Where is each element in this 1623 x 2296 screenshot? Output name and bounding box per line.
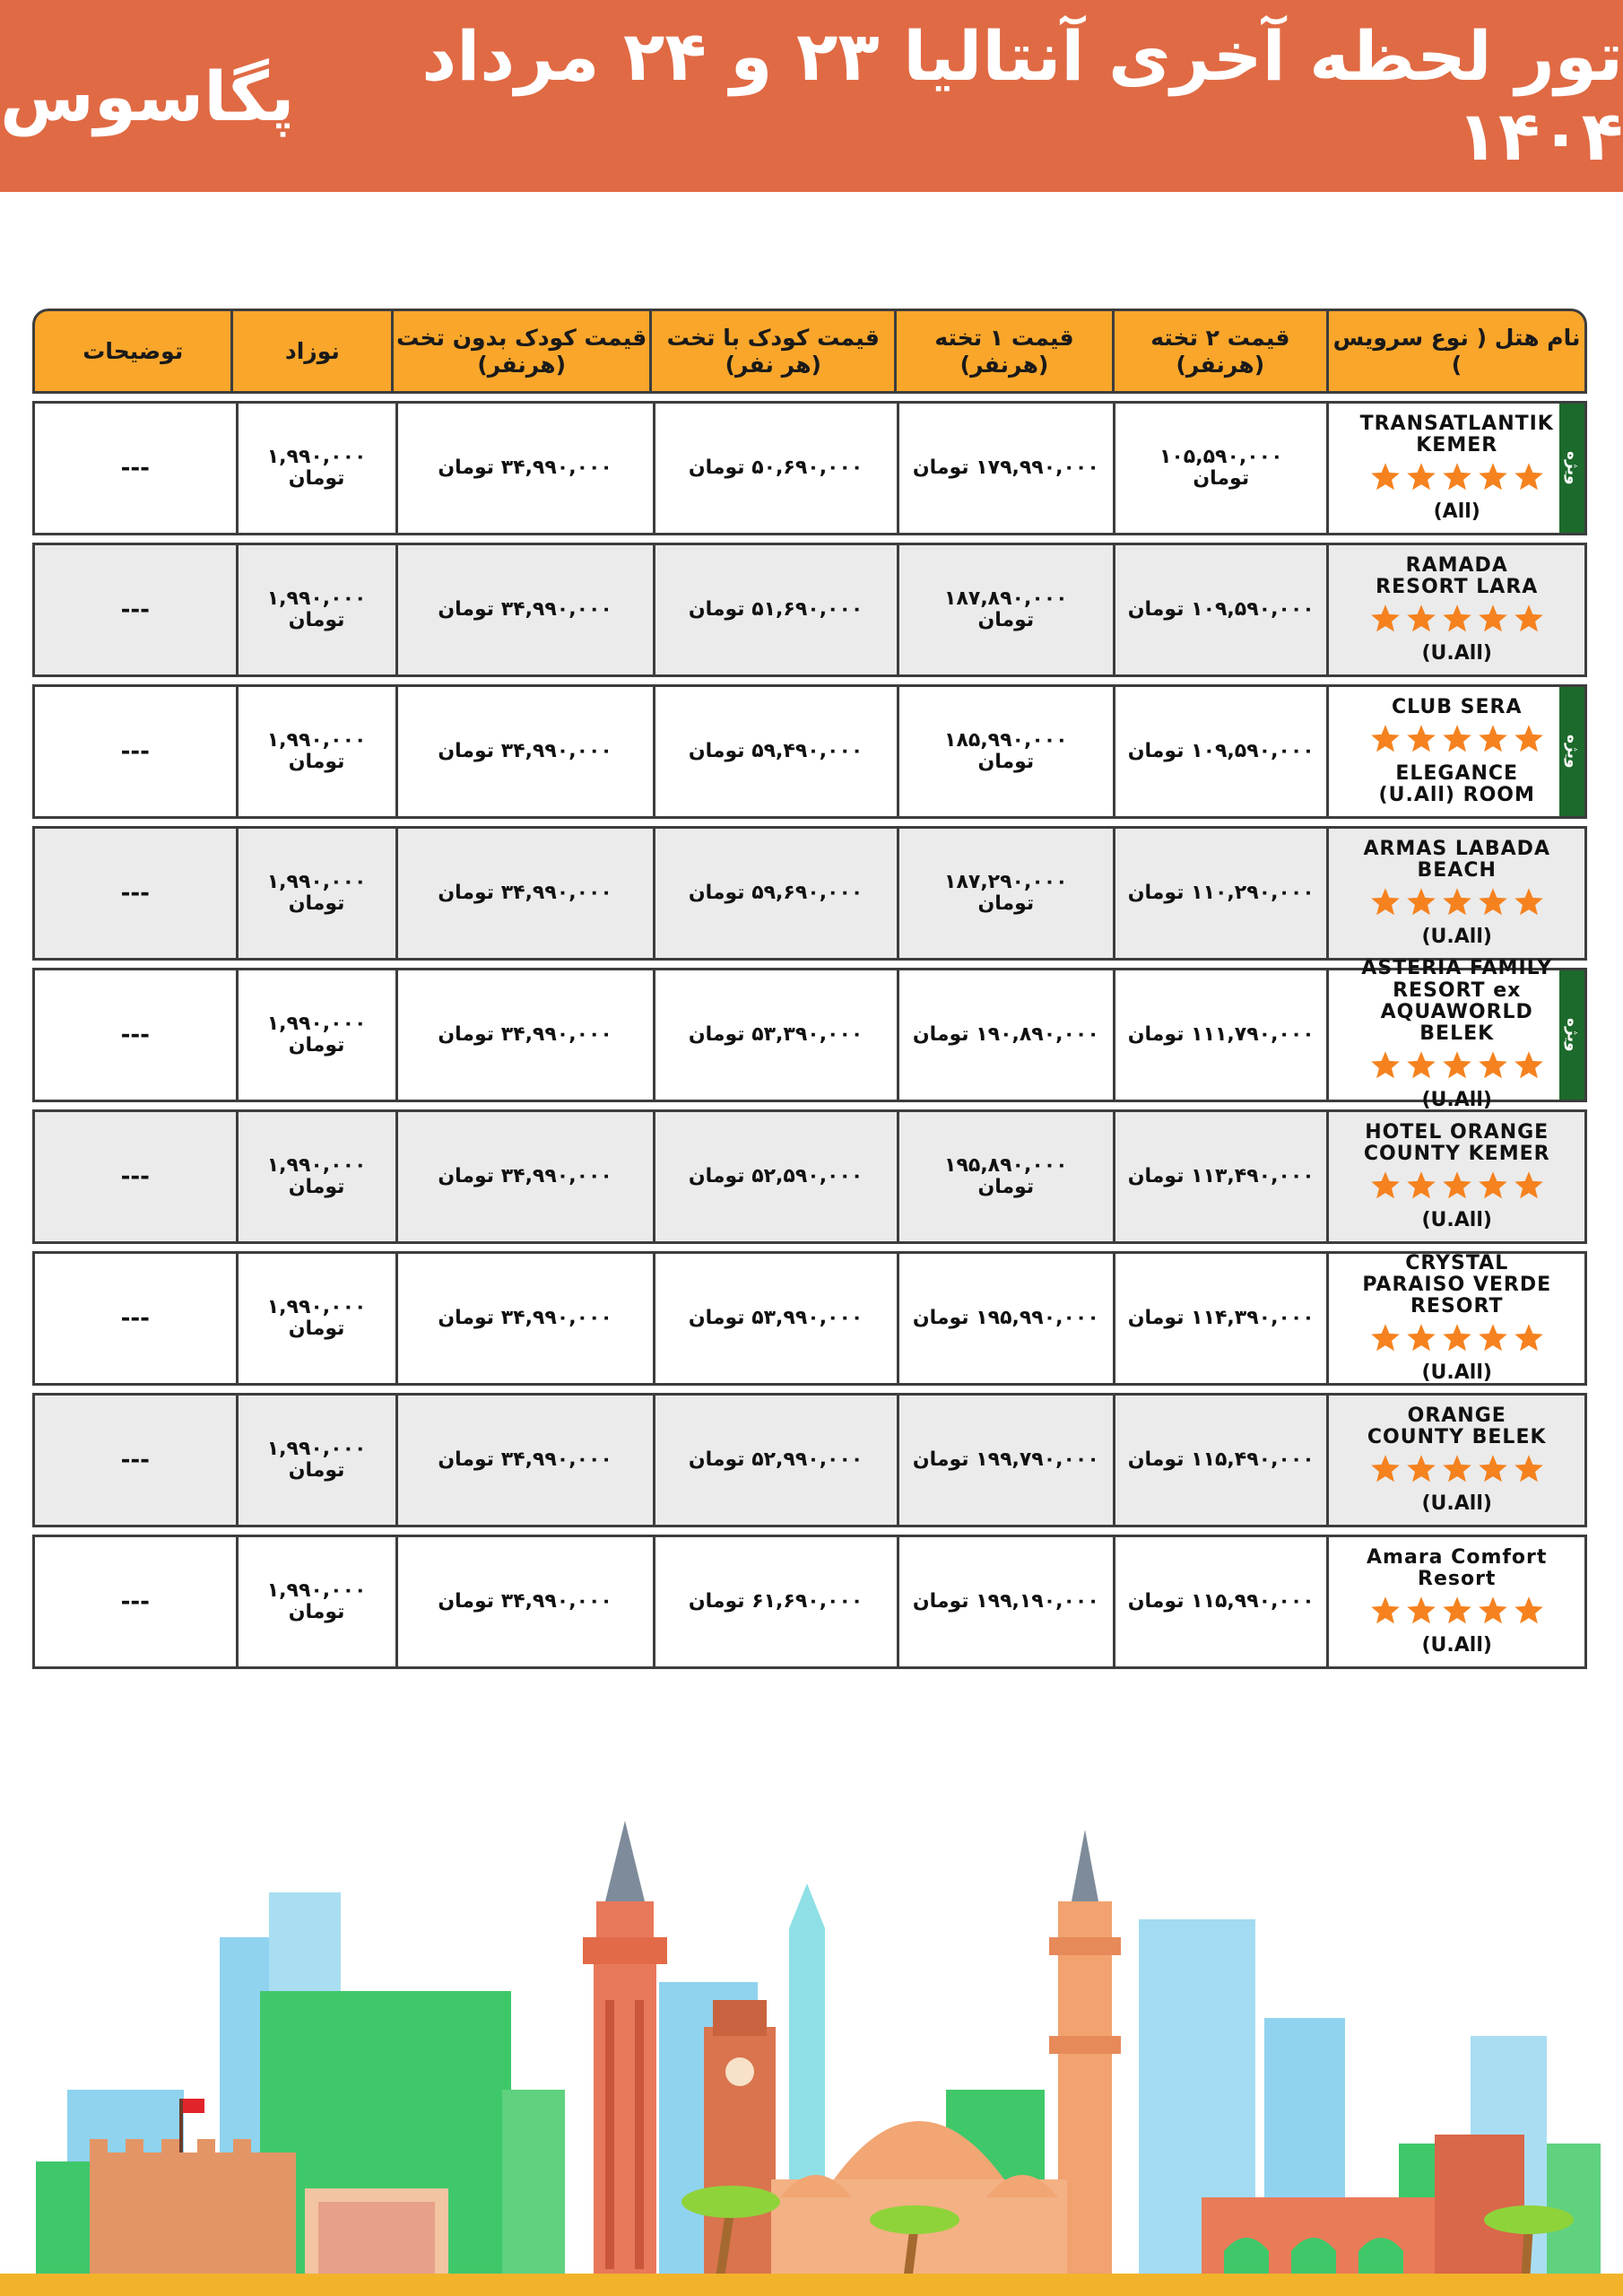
single-price <box>897 1112 1113 1241</box>
child-with-bed-price <box>653 1254 897 1383</box>
child-without-bed-price <box>395 545 653 674</box>
infant-price-value: ۱,۹۹۰,۰۰۰ <box>266 870 367 893</box>
child-without-bed-price <box>395 1254 653 1383</box>
child-with-bed-price-value: ۵۲,۹۹۰,۰۰۰ تومان <box>688 1448 864 1471</box>
column-header: قیمت ۲ تخته (هرنفر) <box>1112 309 1329 394</box>
child-without-bed-price-value: ۳۴,۹۹۰,۰۰۰ تومان <box>438 739 612 762</box>
single-price <box>897 1537 1113 1666</box>
star-icon <box>1441 1049 1473 1087</box>
double-price <box>1113 1254 1326 1383</box>
star-icon <box>1369 603 1402 640</box>
notes-cell: --- <box>120 1162 150 1190</box>
infant-price <box>236 1112 395 1241</box>
infant-price-value: ۱,۹۹۰,۰۰۰ <box>266 1012 367 1035</box>
child-with-bed-price <box>653 1396 897 1525</box>
double-price-value: ۱۱۰,۲۹۰,۰۰۰ تومان <box>1127 881 1315 904</box>
star-icon <box>1513 1453 1545 1491</box>
infant-price-value: ۱,۹۹۰,۰۰۰ <box>266 1153 367 1177</box>
star-icon <box>1513 1595 1545 1632</box>
child-with-bed-price-value: ۶۱,۶۹۰,۰۰۰ تومان <box>688 1589 864 1613</box>
star-icon <box>1477 1049 1509 1087</box>
double-price-value: ۱۱۳,۴۹۰,۰۰۰ تومان <box>1127 1164 1315 1187</box>
star-icon <box>1441 1322 1473 1360</box>
hotel-cell <box>1326 957 1584 1112</box>
child-without-bed-price-value: ۳۴,۹۹۰,۰۰۰ تومان <box>438 1164 612 1187</box>
currency-unit: تومان <box>288 1318 345 1340</box>
table-row <box>32 543 1587 677</box>
hotel-name: HOTEL ORANGE COUNTY KEMER <box>1363 1120 1550 1165</box>
service-type: (U.All) <box>1421 1634 1492 1657</box>
star-icon <box>1405 1322 1437 1360</box>
child-without-bed-price-value: ۳۴,۹۹۰,۰۰۰ تومان <box>438 1306 612 1329</box>
child-with-bed-price-value: ۵۰,۶۹۰,۰۰۰ تومان <box>688 456 864 479</box>
double-price-value: ۱۱۵,۹۹۰,۰۰۰ تومان <box>1127 1589 1315 1613</box>
column-header: توضیحات <box>32 309 233 394</box>
hotel-cell <box>1326 1251 1584 1385</box>
table-row <box>32 684 1587 819</box>
child-without-bed-price <box>395 970 653 1100</box>
child-without-bed-price <box>395 829 653 958</box>
star-icon <box>1513 603 1545 640</box>
single-price-value: ۱۹۵,۹۹۰,۰۰۰ تومان <box>912 1306 1099 1329</box>
star-rating <box>1369 723 1545 761</box>
hotel-cell <box>1326 1112 1584 1241</box>
currency-unit: تومان <box>977 751 1035 773</box>
star-icon <box>1441 461 1473 499</box>
star-icon <box>1441 1453 1473 1491</box>
table-row <box>32 1393 1587 1527</box>
infant-price-value: ۱,۹۹۰,۰۰۰ <box>266 1578 367 1602</box>
star-icon <box>1405 1049 1437 1087</box>
infant-price <box>236 404 395 533</box>
special-badge: ویژه <box>1559 404 1584 533</box>
double-price-value: ۱۱۵,۴۹۰,۰۰۰ تومان <box>1127 1448 1315 1471</box>
column-header: قیمت کودک بدون تخت (هرنفر) <box>391 309 652 394</box>
star-rating <box>1369 886 1545 924</box>
notes-cell: --- <box>120 1446 150 1474</box>
special-badge: ویژه <box>1559 970 1584 1100</box>
star-icon <box>1513 1049 1545 1087</box>
currency-unit: تومان <box>288 1176 345 1198</box>
currency-unit: تومان <box>288 1459 345 1482</box>
service-type: (U.All) <box>1421 1492 1492 1516</box>
star-icon <box>1405 1170 1437 1207</box>
star-icon <box>1405 603 1437 640</box>
tour-title: تور لحظه آخری آنتالیا ۲۳ و ۲۴ مرداد ۱۴۰۴ <box>421 16 1623 176</box>
single-price-value: ۱۹۹,۱۹۰,۰۰۰ تومان <box>912 1589 1099 1613</box>
currency-unit: تومان <box>288 467 345 490</box>
star-icon <box>1441 1170 1473 1207</box>
double-price <box>1113 1537 1326 1666</box>
column-header: نام هتل ( نوع سرویس ) <box>1326 309 1587 394</box>
service-type: (U.All) <box>1421 642 1492 665</box>
child-with-bed-price <box>653 1112 897 1241</box>
double-price <box>1113 829 1326 958</box>
star-icon <box>1441 886 1473 924</box>
child-with-bed-price-value: ۵۲,۵۹۰,۰۰۰ تومان <box>688 1164 864 1187</box>
star-rating <box>1369 1595 1545 1632</box>
child-without-bed-price <box>395 1112 653 1241</box>
star-icon <box>1513 723 1545 761</box>
single-price-value: ۱۸۵,۹۹۰,۰۰۰ <box>944 728 1068 752</box>
currency-unit: تومان <box>288 1034 345 1057</box>
star-icon <box>1513 461 1545 499</box>
single-price <box>897 687 1113 816</box>
column-header: قیمت کودک با تخت (هر نفر) <box>649 309 897 394</box>
currency-unit: تومان <box>977 1176 1035 1198</box>
child-with-bed-price-value: ۵۱,۶۹۰,۰۰۰ تومان <box>688 597 864 621</box>
child-with-bed-price <box>653 829 897 958</box>
single-price <box>897 1396 1113 1525</box>
infant-price <box>236 829 395 958</box>
star-icon <box>1369 1170 1402 1207</box>
star-rating <box>1369 603 1545 640</box>
infant-price <box>236 1537 395 1666</box>
hotel-name: ASTERIA FAMILY RESORT ex AQUAWORLD BELEK <box>1361 957 1553 1045</box>
double-price-value: ۱۰۵,۵۹۰,۰۰۰ <box>1159 445 1283 468</box>
double-price-value: ۱۰۹,۵۹۰,۰۰۰ تومان <box>1127 739 1315 762</box>
notes-cell: --- <box>120 596 150 623</box>
page-title <box>0 0 1623 192</box>
hotel-cell <box>1326 1396 1584 1525</box>
currency-unit: تومان <box>977 892 1035 915</box>
service-type: (All) <box>1433 500 1480 524</box>
star-icon <box>1405 1595 1437 1632</box>
star-icon <box>1477 886 1509 924</box>
hotel-name: Amara Comfort Resort <box>1367 1545 1548 1590</box>
child-without-bed-price <box>395 687 653 816</box>
hotel-name: CLUB SERA <box>1391 695 1523 718</box>
double-price-value: ۱۱۱,۷۹۰,۰۰۰ تومان <box>1127 1022 1315 1046</box>
star-rating <box>1369 1170 1545 1207</box>
star-rating <box>1369 1322 1545 1360</box>
currency-unit: تومان <box>1193 467 1250 490</box>
single-price-value: ۱۹۵,۸۹۰,۰۰۰ <box>944 1153 1068 1177</box>
child-without-bed-price-value: ۳۴,۹۹۰,۰۰۰ تومان <box>438 1022 612 1046</box>
infant-price-value: ۱,۹۹۰,۰۰۰ <box>266 445 367 468</box>
currency-unit: تومان <box>288 892 345 915</box>
single-price <box>897 1254 1113 1383</box>
service-type: (U.All) <box>1421 1209 1492 1232</box>
currency-unit: تومان <box>977 609 1035 631</box>
child-without-bed-price-value: ۳۴,۹۹۰,۰۰۰ تومان <box>438 881 612 904</box>
child-without-bed-price-value: ۳۴,۹۹۰,۰۰۰ تومان <box>438 1589 612 1613</box>
double-price <box>1113 970 1326 1100</box>
star-icon <box>1441 603 1473 640</box>
star-icon <box>1405 1453 1437 1491</box>
column-header: قیمت ۱ تخته (هرنفر) <box>894 309 1114 394</box>
infant-price-value: ۱,۹۹۰,۰۰۰ <box>266 728 367 752</box>
service-type: (U.All) <box>1421 926 1492 949</box>
hotel-cell <box>1326 687 1584 816</box>
hotel-name: RAMADA RESORT LARA <box>1376 553 1539 598</box>
table-row <box>32 401 1587 535</box>
child-without-bed-price <box>395 404 653 533</box>
hotel-name: ARMAS LABADA BEACH <box>1363 837 1550 882</box>
currency-unit: تومان <box>288 609 345 631</box>
hotel-name: ORANGE COUNTY BELEK <box>1367 1404 1547 1448</box>
star-icon <box>1369 886 1402 924</box>
column-header: نوزاد <box>230 309 394 394</box>
hotel-name-line2: ELEGANCE (U.All) ROOM <box>1378 762 1535 807</box>
notes-cell: --- <box>120 454 150 482</box>
star-icon <box>1369 1049 1402 1087</box>
child-without-bed-price-value: ۳۴,۹۹۰,۰۰۰ تومان <box>438 456 612 479</box>
star-icon <box>1405 723 1437 761</box>
table-row <box>32 1109 1587 1244</box>
star-rating <box>1369 1453 1545 1491</box>
service-type: (U.All) <box>1421 1089 1492 1112</box>
star-icon <box>1369 1595 1402 1632</box>
infant-price-value: ۱,۹۹۰,۰۰۰ <box>266 587 367 610</box>
infant-price <box>236 687 395 816</box>
currency-unit: تومان <box>288 751 345 773</box>
infant-price <box>236 545 395 674</box>
child-without-bed-price-value: ۳۴,۹۹۰,۰۰۰ تومان <box>438 1448 612 1471</box>
star-icon <box>1477 461 1509 499</box>
infant-price <box>236 1254 395 1383</box>
table-row <box>32 826 1587 961</box>
single-price-value: ۱۸۷,۲۹۰,۰۰۰ <box>944 870 1068 893</box>
hotel-name: TRANSATLANTIK KEMER <box>1359 412 1554 457</box>
table-row <box>32 1251 1587 1386</box>
currency-unit: تومان <box>288 1601 345 1623</box>
star-icon <box>1405 886 1437 924</box>
star-icon <box>1405 461 1437 499</box>
single-price-value: ۱۹۹,۷۹۰,۰۰۰ تومان <box>912 1448 1099 1471</box>
child-with-bed-price-value: ۵۹,۴۹۰,۰۰۰ تومان <box>688 739 864 762</box>
double-price-value: ۱۰۹,۵۹۰,۰۰۰ تومان <box>1127 597 1315 621</box>
agency-name: پگاسوس <box>0 56 295 136</box>
single-price-value: ۱۷۹,۹۹۰,۰۰۰ تومان <box>912 456 1099 479</box>
double-price <box>1113 545 1326 674</box>
child-with-bed-price <box>653 404 897 533</box>
hotel-name: CRYSTAL PARAISO VERDE RESORT <box>1362 1251 1552 1318</box>
child-with-bed-price-value: ۵۹,۶۹۰,۰۰۰ تومان <box>688 881 864 904</box>
single-price <box>897 545 1113 674</box>
notes-cell: --- <box>120 1021 150 1048</box>
child-with-bed-price-value: ۵۳,۹۹۰,۰۰۰ تومان <box>688 1306 864 1329</box>
infant-price <box>236 1396 395 1525</box>
star-icon <box>1477 1453 1509 1491</box>
star-rating <box>1369 1049 1545 1087</box>
child-without-bed-price <box>395 1537 653 1666</box>
notes-cell: --- <box>120 1587 150 1615</box>
service-type: (U.All) <box>1421 1361 1492 1385</box>
notes-cell: --- <box>120 737 150 765</box>
infant-price-value: ۱,۹۹۰,۰۰۰ <box>266 1295 367 1318</box>
double-price-value: ۱۱۴,۳۹۰,۰۰۰ تومان <box>1127 1306 1315 1329</box>
double-price <box>1113 687 1326 816</box>
hotel-cell <box>1326 545 1584 674</box>
star-icon <box>1441 1595 1473 1632</box>
child-with-bed-price-value: ۵۳,۳۹۰,۰۰۰ تومان <box>688 1022 864 1046</box>
child-without-bed-price-value: ۳۴,۹۹۰,۰۰۰ تومان <box>438 597 612 621</box>
star-icon <box>1369 1453 1402 1491</box>
star-icon <box>1477 1595 1509 1632</box>
child-without-bed-price <box>395 1396 653 1525</box>
child-with-bed-price <box>653 545 897 674</box>
single-price <box>897 829 1113 958</box>
child-with-bed-price <box>653 970 897 1100</box>
notes-cell: --- <box>120 1304 150 1332</box>
star-icon <box>1369 723 1402 761</box>
hotel-cell <box>1326 1537 1584 1666</box>
star-icon <box>1513 1322 1545 1360</box>
child-with-bed-price <box>653 687 897 816</box>
star-icon <box>1513 1170 1545 1207</box>
hotel-cell <box>1326 829 1584 958</box>
city-skyline-illustration <box>0 1803 1623 2296</box>
title-banner <box>0 0 1623 192</box>
star-icon <box>1441 723 1473 761</box>
single-price-value: ۱۸۷,۸۹۰,۰۰۰ <box>944 587 1068 610</box>
table-row <box>32 1535 1587 1669</box>
star-icon <box>1369 1322 1402 1360</box>
star-rating <box>1369 461 1545 499</box>
hotel-cell <box>1326 404 1584 533</box>
table-row <box>32 957 1587 1112</box>
single-price <box>897 404 1113 533</box>
double-price <box>1113 1112 1326 1241</box>
table-header <box>32 309 1587 394</box>
star-icon <box>1513 886 1545 924</box>
single-price-value: ۱۹۰,۸۹۰,۰۰۰ تومان <box>912 1022 1099 1046</box>
star-icon <box>1477 1322 1509 1360</box>
infant-price-value: ۱,۹۹۰,۰۰۰ <box>266 1437 367 1460</box>
star-icon <box>1369 461 1402 499</box>
double-price <box>1113 404 1326 533</box>
star-icon <box>1477 603 1509 640</box>
single-price <box>897 970 1113 1100</box>
star-icon <box>1477 723 1509 761</box>
star-icon <box>1477 1170 1509 1207</box>
notes-cell: --- <box>120 879 150 907</box>
infant-price <box>236 970 395 1100</box>
double-price <box>1113 1396 1326 1525</box>
price-table <box>32 401 1587 1676</box>
special-badge: ویژه <box>1559 687 1584 816</box>
child-with-bed-price <box>653 1537 897 1666</box>
